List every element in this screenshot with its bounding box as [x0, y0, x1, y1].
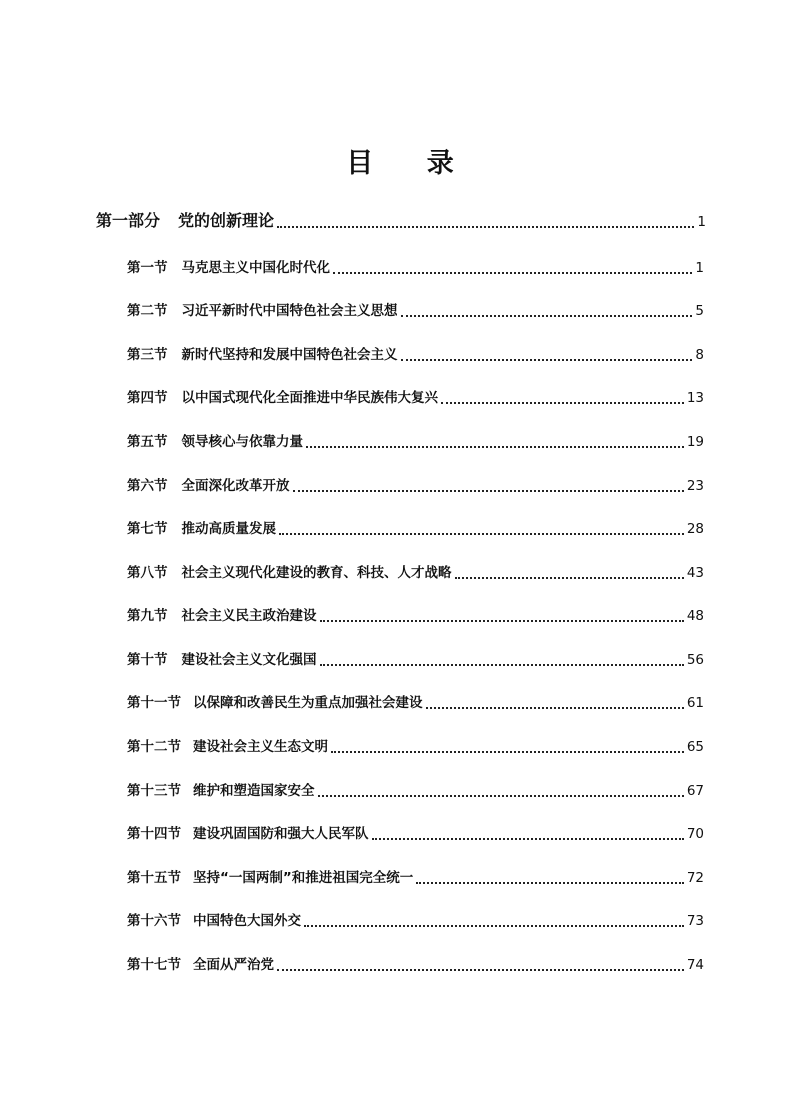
section-title: 中国特色大国外交: [193, 913, 301, 929]
toc-section-row[interactable]: [127, 648, 704, 672]
section-page-number: 19: [686, 434, 704, 450]
section-page-number: 48: [686, 608, 704, 624]
toc-section-row[interactable]: [127, 953, 704, 977]
section-page-number: 43: [686, 565, 704, 581]
toc-section-row[interactable]: [127, 866, 704, 890]
dot-leader: [318, 795, 684, 797]
dot-leader: [426, 707, 684, 709]
toc-section-row[interactable]: [127, 386, 704, 410]
dot-leader: [277, 226, 694, 228]
dot-leader: [306, 446, 684, 448]
dot-leader: [320, 620, 684, 622]
section-page-number: 72: [686, 870, 704, 886]
section-title: 社会主义民主政治建设: [181, 608, 317, 624]
toc-section-row[interactable]: [127, 779, 704, 803]
section-label: 第十节: [127, 652, 168, 668]
section-label: 第四节: [127, 390, 168, 406]
section-title: 维护和塑造国家安全: [193, 783, 315, 799]
section-page-number: 73: [686, 913, 704, 929]
toc-section-row[interactable]: [127, 517, 704, 541]
section-label: 第十六节: [127, 913, 181, 929]
toc-section-row[interactable]: [127, 822, 704, 846]
section-title: 推动高质量发展: [181, 521, 276, 537]
section-label: 第八节: [127, 565, 168, 581]
section-label: 第六节: [127, 478, 168, 494]
section-label: 第七节: [127, 521, 168, 537]
toc-section-row[interactable]: [127, 909, 704, 933]
toc-section-row[interactable]: [127, 691, 704, 715]
section-title: 全面深化改革开放: [181, 478, 290, 494]
dot-leader: [401, 359, 693, 361]
section-label: 第一节: [127, 260, 168, 276]
dot-leader: [279, 533, 684, 535]
section-label: 第十五节: [127, 870, 181, 886]
section-label: 第二节: [127, 303, 168, 319]
toc-section-row[interactable]: [127, 430, 704, 454]
section-page-number: 61: [686, 695, 704, 711]
part-label: 第一部分: [96, 211, 161, 230]
section-label: 第十二节: [127, 739, 181, 755]
part-page-number: 1: [697, 214, 706, 230]
dot-leader: [416, 882, 684, 884]
section-page-number: 23: [686, 478, 704, 494]
toc-section-row[interactable]: [127, 604, 704, 628]
section-page-number: 8: [695, 347, 704, 363]
section-title: 习近平新时代中国特色社会主义思想: [181, 303, 398, 319]
toc-section-row[interactable]: [127, 735, 704, 759]
section-page-number: 74: [686, 957, 704, 973]
part-title: 党的创新理论: [178, 211, 275, 230]
section-title: 建设社会主义文化强国: [181, 652, 317, 668]
dot-leader: [401, 315, 693, 317]
page-title: 目 录: [346, 148, 476, 179]
dot-leader: [372, 838, 684, 840]
section-title: 领导核心与依靠力量: [181, 434, 303, 450]
section-title: 以保障和改善民生为重点加强社会建设: [193, 695, 423, 711]
dot-leader: [320, 664, 684, 666]
toc-part-row[interactable]: [96, 209, 706, 234]
section-title: 全面从严治党: [193, 957, 274, 973]
section-page-number: 13: [686, 390, 704, 406]
section-label: 第三节: [127, 347, 168, 363]
section-page-number: 65: [686, 739, 704, 755]
section-page-number: 70: [686, 826, 704, 842]
section-title: 坚持“一国两制”和推进祖国完全统一: [193, 870, 414, 886]
dot-leader: [304, 925, 684, 927]
toc-section-row[interactable]: [127, 256, 704, 280]
dot-leader: [331, 751, 684, 753]
dot-leader: [455, 577, 684, 579]
section-label: 第十一节: [127, 695, 181, 711]
toc-section-row[interactable]: [127, 299, 704, 323]
section-page-number: 56: [686, 652, 704, 668]
section-title: 马克思主义中国化时代化: [181, 260, 330, 276]
toc-section-row[interactable]: [127, 474, 704, 498]
toc-section-row[interactable]: [127, 561, 704, 585]
section-title: 建设社会主义生态文明: [193, 739, 328, 755]
dot-leader: [441, 402, 684, 404]
section-page-number: 5: [695, 303, 704, 319]
section-title: 新时代坚持和发展中国特色社会主义: [181, 347, 398, 363]
section-title: 建设巩固国防和强大人民军队: [193, 826, 369, 842]
section-page-number: 1: [695, 260, 704, 276]
dot-leader: [277, 969, 684, 971]
dot-leader: [333, 272, 692, 274]
section-title: 以中国式现代化全面推进中华民族伟大复兴: [181, 390, 438, 406]
section-label: 第十四节: [127, 826, 181, 842]
toc-section-row[interactable]: [127, 343, 704, 367]
dot-leader: [293, 490, 684, 492]
section-label: 第五节: [127, 434, 168, 450]
section-label: 第十七节: [127, 957, 181, 973]
section-label: 第九节: [127, 608, 168, 624]
section-page-number: 67: [686, 783, 704, 799]
section-page-number: 28: [686, 521, 704, 537]
section-label: 第十三节: [127, 783, 181, 799]
section-title: 社会主义现代化建设的教育、科技、人才战略: [181, 565, 452, 581]
